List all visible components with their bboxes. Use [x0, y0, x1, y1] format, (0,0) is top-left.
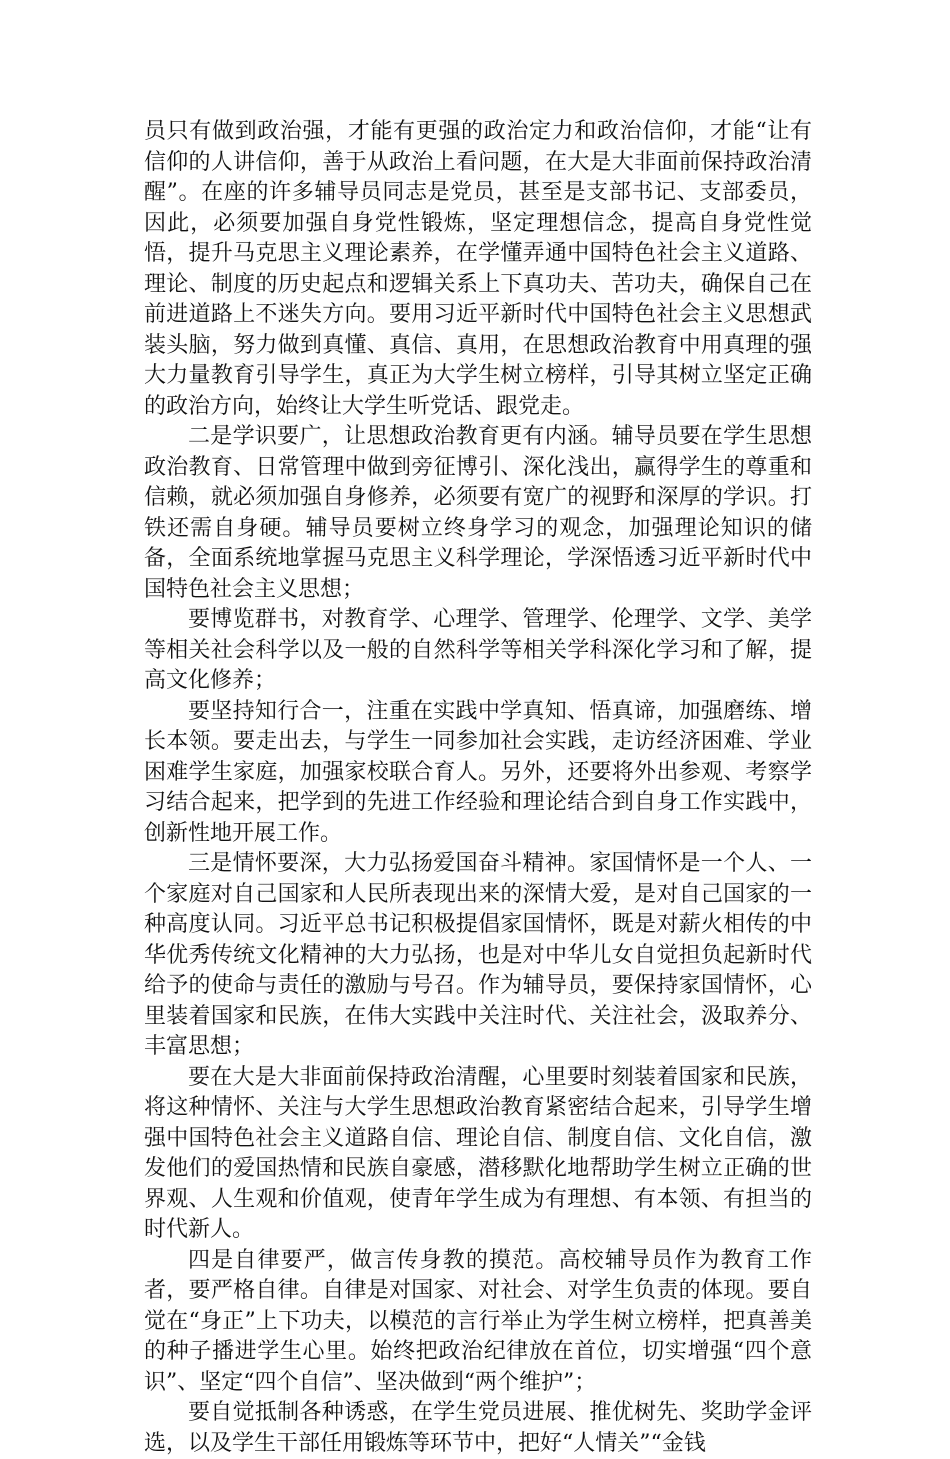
paragraph-7: 四是自律要严，做言传身教的摸范。高校辅导员作为教育工作者，要严格自律。自律是对国家、对社会、对学生负责的体现。要自觉在“身正”上下功夫，以模范的言行举止为学生树立榜样，把真善美的种子播进学生心里。始终把政治纪律放在首位，切实增强“四个意识”、坚定“四个自信”、坚决做到“两个维护”； [144, 1247, 812, 1395]
paragraph-2: 二是学识要广，让思想政治教育更有内涵。辅导员要在学生思想政治教育、日常管理中做到旁征博引、深化浅出，赢得学生的尊重和信赖，就必须加强自身修养，必须要有宽广的视野和深厚的学识。打铁还需自身硬。辅导员要树立终身学习的观念，加强理论知识的储备，全面系统地掌握马克思主义科学理论，学深悟透习近平新时代中国特色社会主义思想； [144, 424, 812, 602]
paragraph-1: 员只有做到政治强，才能有更强的政治定力和政治信仰，才能“让有信仰的人讲信仰，善于从政治上看问题，在大是大非面前保持政治清醒”。在座的许多辅导员同志是党员，甚至是支部书记、支部委员，因此，必须要加强自身党性锻炼，坚定理想信念，提高自身党性觉悟，提升马克思主义理论素养，在学懂弄通中国特色社会主义道路、理论、制度的历史起点和逻辑关系上下真功夫、苦功夫，确保自己在前进道路上不迷失方向。要用习近平新时代中国特色社会主义思想武装头脑，努力做到真懂、真信、真用，在思想政治教育中用真理的强大力量教育引导学生，真正为大学生树立榜样，引导其树立坚定正确的政治方向，始终让大学生听党话、跟党走。 [144, 119, 812, 419]
paragraph-8: 要自觉抵制各种诱惑，在学生党员进展、推优树先、奖助学金评选，以及学生干部任用锻炼等环节中，把好“人情关”“金钱 [144, 1400, 812, 1456]
paragraph-4: 要坚持知行合一，注重在实践中学真知、悟真谛，加强磨练、增长本领。要走出去，与学生一同参加社会实践，走访经济困难、学业困难学生家庭，加强家校联合育人。另外，还要将外出参观、考察学习结合起来，把学到的先进工作经验和理论结合到自身工作实践中，创新性地开展工作。 [144, 698, 812, 846]
paragraph-6: 要在大是大非面前保持政治清醒，心里要时刻装着国家和民族，将这种情怀、关注与大学生思想政治教育紧密结合起来，引导学生增强中国特色社会主义道路自信、理论自信、制度自信、文化自信，激发他们的爱国热情和民族自豪感，潜移默化地帮助学生树立正确的世界观、人生观和价值观，使青年学生成为有理想、有本领、有担当的时代新人。 [144, 1064, 812, 1242]
document-body [144, 117, 812, 1459]
paragraph-3: 要博览群书，对教育学、心理学、管理学、伦理学、文学、美学等相关社会科学以及一般的自然科学等相关学科深化学习和了解，提高文化修养； [144, 607, 812, 693]
paragraph-5: 三是情怀要深，大力弘扬爱国奋斗精神。家国情怀是一个人、一个家庭对自己国家和人民所表现出来的深情大爱，是对自己国家的一种高度认同。习近平总书记积极提倡家国情怀，既是对薪火相传的中华优秀传统文化精神的大力弘扬，也是对中华儿女自觉担负起新时代给予的使命与责任的激励与号召。作为辅导员，要保持家国情怀，心里装着国家和民族，在伟大实践中关注时代、关注社会，汲取养分、丰富思想； [144, 851, 812, 1059]
